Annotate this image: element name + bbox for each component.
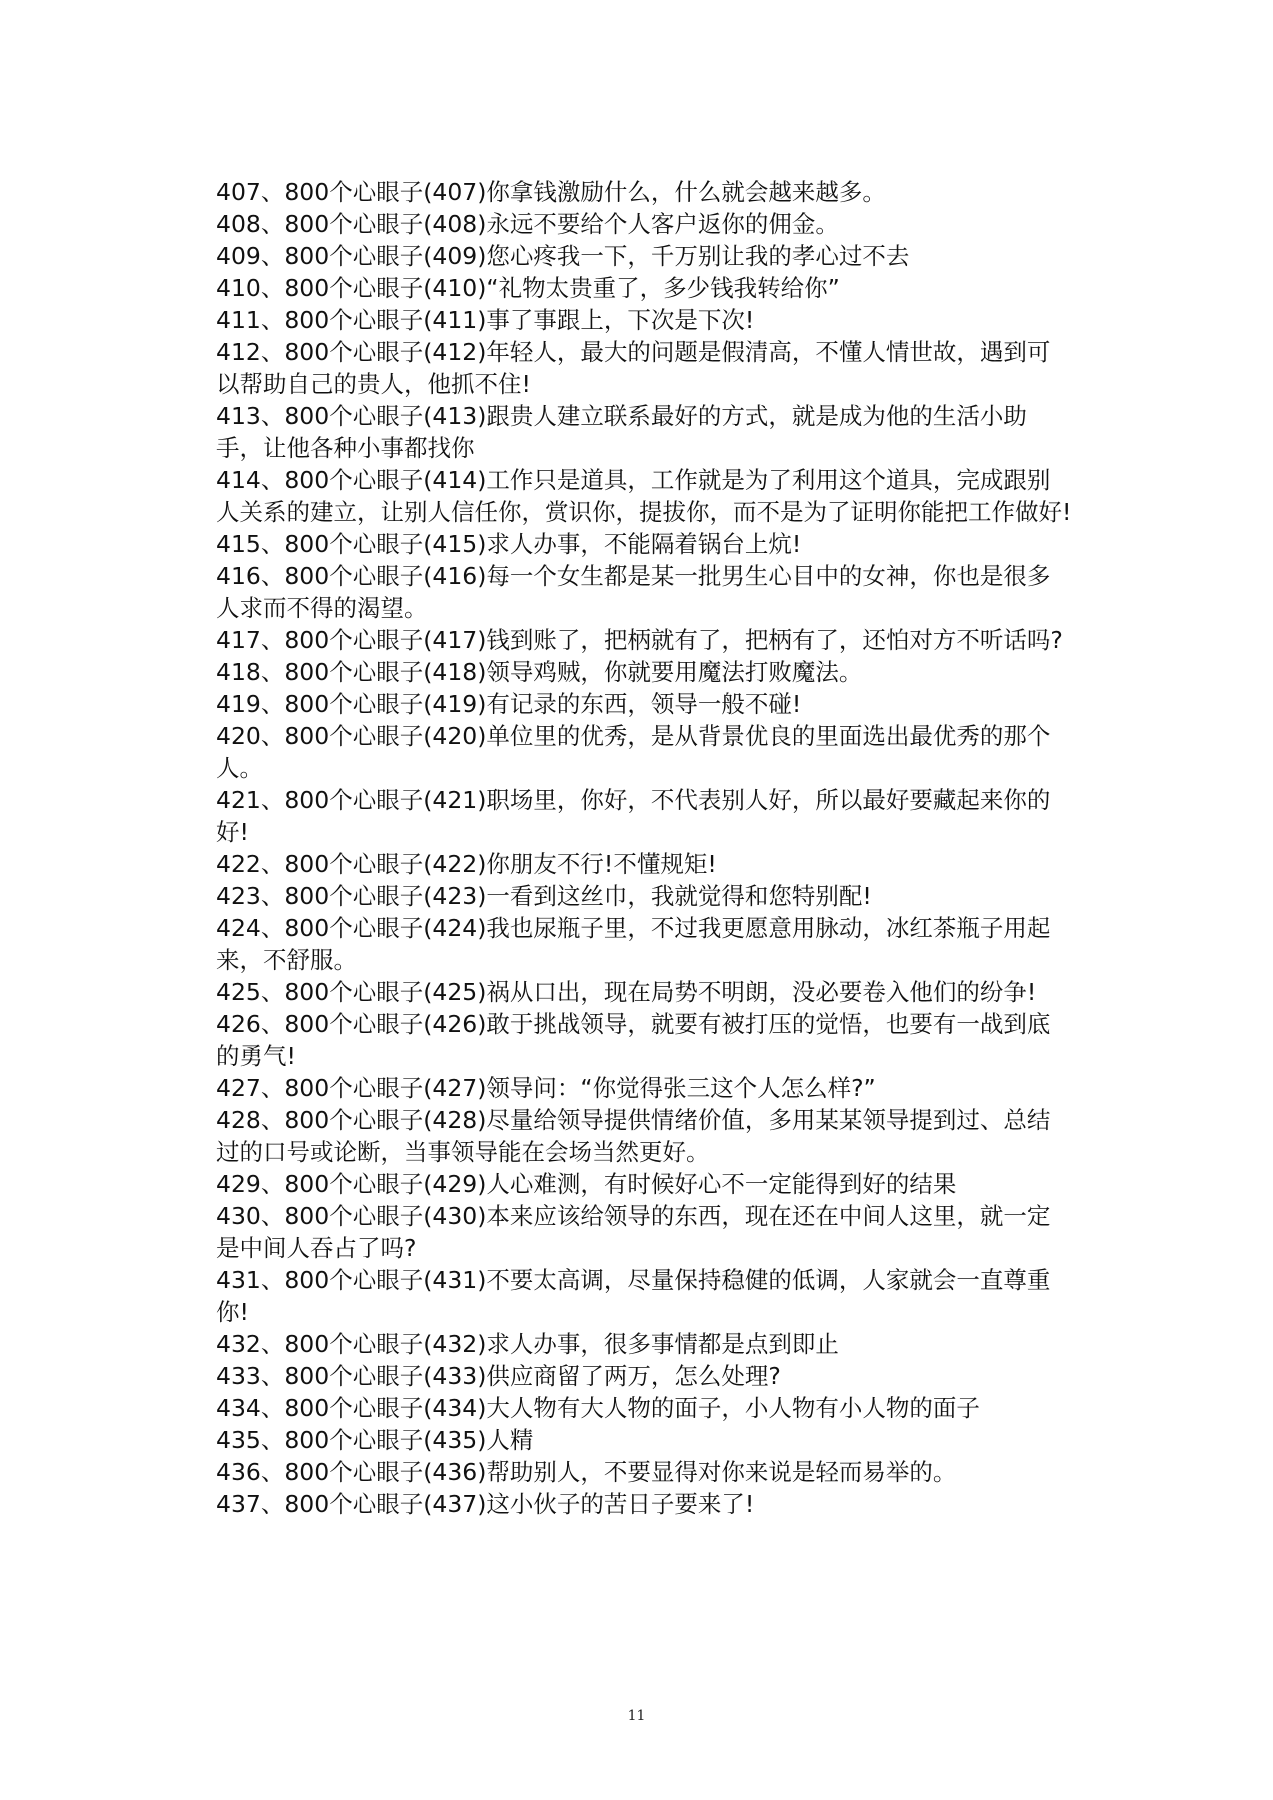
list-item: 422、800个心眼子(422)你朋友不行!不懂规矩! [216, 850, 717, 878]
list-item: 409、800个心眼子(409)您心疼我一下，千万别让我的孝心过不去 [216, 242, 910, 270]
list-item: 413、800个心眼子(413)跟贵人建立联系最好的方式，就是成为他的生活小助手，让他各种小事都找你 [216, 402, 1027, 462]
list-item: 411、800个心眼子(411)事了事跟上，下次是下次! [216, 306, 755, 334]
list-item: 434、800个心眼子(434)大人物有大人物的面子，小人物有小人物的面子 [216, 1394, 980, 1422]
list-item: 408、800个心眼子(408)永远不要给个人客户返你的佣金。 [216, 210, 839, 238]
list-item: 424、800个心眼子(424)我也尿瓶子里，不过我更愿意用脉动，冰红茶瓶子用起来，不舒服。 [216, 914, 1051, 974]
list-item: 415、800个心眼子(415)求人办事，不能隔着锅台上炕! [216, 530, 802, 558]
list-item: 435、800个心眼子(435)人精 [216, 1426, 534, 1454]
page-number: 11 [627, 1708, 646, 1724]
list-item: 417、800个心眼子(417)钱到账了，把柄就有了，把柄有了，还怕对方不听话吗? [216, 626, 1063, 654]
list-item: 412、800个心眼子(412)年轻人，最大的问题是假清高，不懂人情世故，遇到可以帮助自己的贵人，他抓不住! [216, 338, 1051, 398]
list-item: 414、800个心眼子(414)工作只是道具，工作就是为了利用这个道具，完成跟别人关系的建立，让别人信任你，赏识你，提拔你，而不是为了证明你能把工作做好! [216, 466, 1072, 526]
list-item: 427、800个心眼子(427)领导问：“你觉得张三这个人怎么样?” [216, 1074, 876, 1102]
document-body [216, 176, 1072, 1520]
list-item: 437、800个心眼子(437)这小伙子的苦日子要来了! [216, 1490, 755, 1518]
list-item: 428、800个心眼子(428)尽量给领导提供情绪价值，多用某某领导提到过、总结过的口号或论断，当事领导能在会场当然更好。 [216, 1106, 1051, 1166]
list-item: 436、800个心眼子(436)帮助别人，不要显得对你来说是轻而易举的。 [216, 1458, 957, 1486]
list-item: 407、800个心眼子(407)你拿钱激励什么，什么就会越来越多。 [216, 178, 886, 206]
list-item: 410、800个心眼子(410)“礼物太贵重了，多少钱我转给你” [216, 274, 840, 302]
list-item: 420、800个心眼子(420)单位里的优秀，是从背景优良的里面选出最优秀的那个人。 [216, 722, 1051, 782]
list-item: 432、800个心眼子(432)求人办事，很多事情都是点到即止 [216, 1330, 839, 1358]
list-item: 421、800个心眼子(421)职场里，你好，不代表别人好，所以最好要藏起来你的好! [216, 786, 1051, 846]
list-item: 419、800个心眼子(419)有记录的东西，领导一般不碰! [216, 690, 802, 718]
list-item: 431、800个心眼子(431)不要太高调，尽量保持稳健的低调，人家就会一直尊重你! [216, 1266, 1051, 1326]
list-item: 416、800个心眼子(416)每一个女生都是某一批男生心目中的女神，你也是很多人求而不得的渴望。 [216, 562, 1051, 622]
list-item: 433、800个心眼子(433)供应商留了两万，怎么处理? [216, 1362, 781, 1390]
list-item: 429、800个心眼子(429)人心难测，有时候好心不一定能得到好的结果 [216, 1170, 957, 1198]
list-item: 425、800个心眼子(425)祸从口出，现在局势不明朗，没必要卷入他们的纷争! [216, 978, 1037, 1006]
list-item: 423、800个心眼子(423)一看到这丝巾，我就觉得和您特别配! [216, 882, 872, 910]
list-item: 418、800个心眼子(418)领导鸡贼，你就要用魔法打败魔法。 [216, 658, 863, 686]
list-item: 430、800个心眼子(430)本来应该给领导的东西，现在还在中间人这里，就一定是中间人吞占了吗? [216, 1202, 1051, 1262]
list-item: 426、800个心眼子(426)敢于挑战领导，就要有被打压的觉悟，也要有一战到底的勇气! [216, 1010, 1051, 1070]
